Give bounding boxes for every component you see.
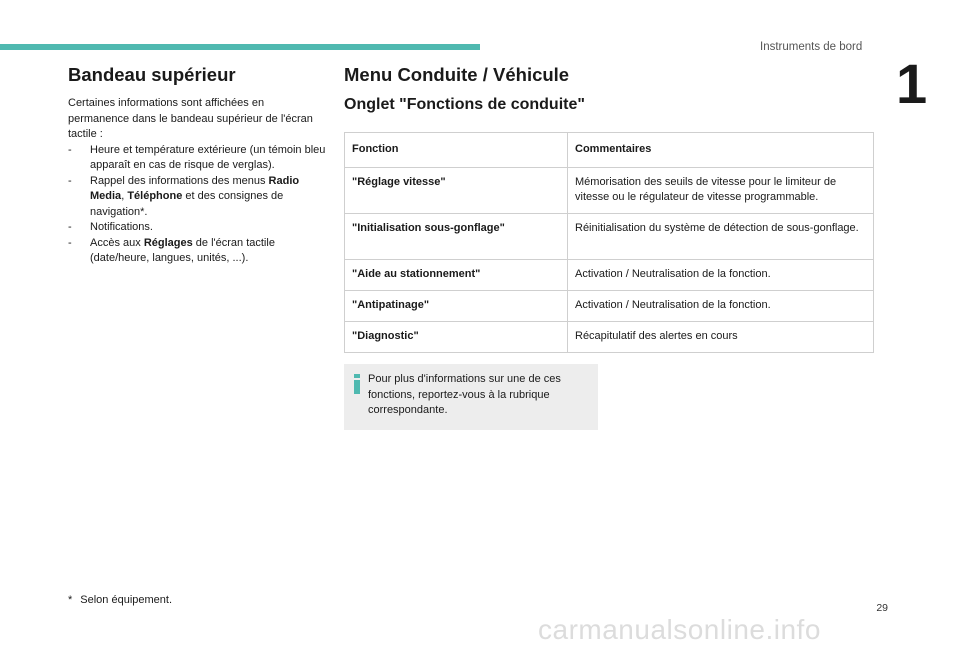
menu-title: Menu Conduite / Véhicule bbox=[344, 64, 570, 85]
list-item-text: Notifications. bbox=[90, 221, 153, 233]
function-comment: Activation / Neutralisation de la fonction. bbox=[568, 259, 874, 290]
footnote bbox=[68, 594, 172, 606]
function-comment: Réinitialisation du système de détection de sous-gonflage. bbox=[568, 213, 874, 259]
list-item-text bbox=[90, 174, 328, 221]
page-number: 29 bbox=[876, 602, 888, 614]
list-item bbox=[68, 174, 328, 221]
list-dash: - bbox=[68, 143, 72, 156]
watermark-text: carmanualsonline.info bbox=[538, 614, 821, 645]
table-row bbox=[345, 259, 874, 290]
chapter-number: 1 bbox=[896, 52, 928, 115]
list-item bbox=[68, 143, 328, 174]
bold-term: Radio Media bbox=[90, 174, 300, 202]
info-text: Pour plus d'informations sur une de ces fonctions, reportez-vous à la rubrique correspondante. bbox=[368, 373, 561, 416]
list-item-text bbox=[90, 236, 328, 267]
list-dash: - bbox=[68, 221, 72, 233]
table-row bbox=[345, 321, 874, 352]
list-dash: - bbox=[68, 174, 72, 187]
function-comment: Récapitulatif des alertes en cours bbox=[568, 321, 874, 352]
text-fragment: et des consignes de navigation*. bbox=[90, 190, 284, 218]
section-title: Bandeau supérieur bbox=[68, 64, 236, 85]
bold-term: Téléphone bbox=[127, 190, 183, 202]
column-header-function: Fonction bbox=[345, 133, 568, 168]
text-fragment: de l'écran tactile (date/heure, langues, unités, ...). bbox=[90, 236, 275, 264]
list-item-text: Heure et température extérieure (un témoin bleu apparaît en cas de risque de verglas). bbox=[90, 143, 326, 171]
functions-table bbox=[344, 132, 874, 353]
footnote-text: Selon équipement. bbox=[80, 594, 173, 606]
left-column bbox=[68, 64, 328, 267]
info-icon-dot bbox=[354, 374, 360, 378]
info-list bbox=[68, 143, 328, 267]
function-comment: Activation / Neutralisation de la fonction. bbox=[568, 290, 874, 321]
right-column bbox=[344, 64, 874, 353]
text-fragment: , bbox=[121, 190, 128, 202]
list-item bbox=[68, 220, 328, 236]
list-item bbox=[68, 236, 328, 267]
table-row bbox=[345, 213, 874, 259]
bold-term: Réglages bbox=[143, 236, 193, 249]
function-name: "Réglage vitesse" bbox=[345, 167, 568, 213]
function-name: "Antipatinage" bbox=[345, 290, 568, 321]
table-row bbox=[345, 167, 874, 213]
function-name: "Diagnostic" bbox=[345, 321, 568, 352]
section-header: Instruments de bord bbox=[760, 41, 863, 53]
text-fragment: Rappel des informations des menus bbox=[90, 174, 269, 187]
header-accent-bar bbox=[0, 44, 480, 50]
table-row bbox=[345, 290, 874, 321]
table-header-row bbox=[345, 133, 874, 168]
intro-paragraph: Certaines informations sont affichées en permanence dans le bandeau supérieur de l'écran tactile : bbox=[68, 97, 313, 140]
list-dash: - bbox=[68, 236, 72, 249]
column-header-comments: Commentaires bbox=[568, 133, 874, 168]
intro-text bbox=[68, 96, 328, 267]
text-fragment: Accès aux bbox=[90, 236, 144, 249]
function-comment: Mémorisation des seuils de vitesse pour le limiteur de vitesse ou le régulateur de vitesse programmable. bbox=[568, 167, 874, 213]
function-name: "Aide au stationnement" bbox=[345, 259, 568, 290]
function-name: "Initialisation sous-gonflage" bbox=[345, 213, 568, 259]
tab-subtitle: Onglet "Fonctions de conduite" bbox=[344, 96, 585, 113]
info-icon bbox=[353, 374, 361, 394]
info-note bbox=[344, 364, 598, 430]
info-icon-bar bbox=[354, 380, 360, 394]
footnote-marker: * bbox=[68, 594, 73, 606]
